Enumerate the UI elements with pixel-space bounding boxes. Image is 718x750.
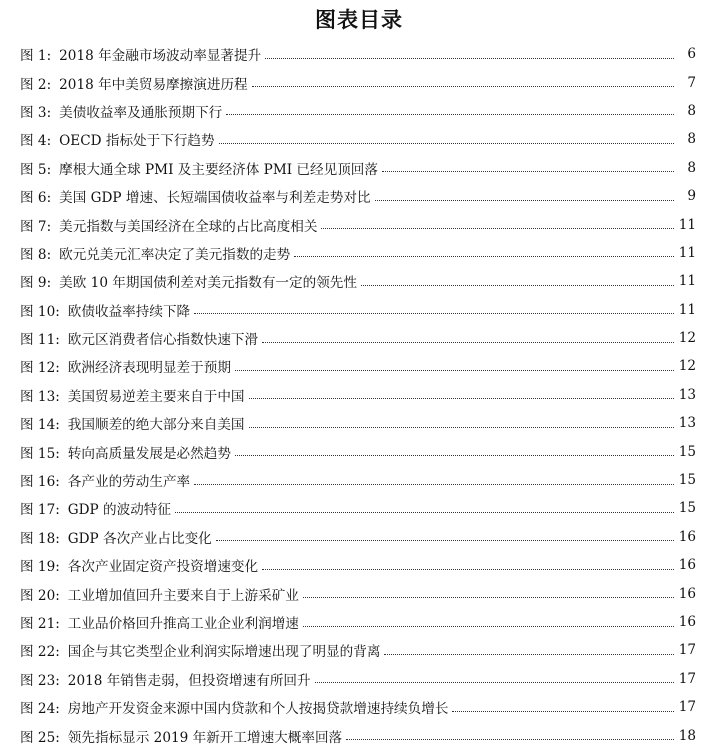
page-number: 16 <box>678 614 696 630</box>
figure-label: 图 5: <box>20 161 52 178</box>
figure-label: 图 13: <box>20 388 60 405</box>
figure-title: 工业增加值回升主要来自于上游采矿业 <box>67 587 299 604</box>
figure-title: 美债收益率及通胀预期下行 <box>59 104 223 121</box>
toc-entry[interactable] <box>20 693 696 721</box>
figure-title: 美国贸易逆差主要来自于中国 <box>67 388 245 405</box>
toc-entry[interactable] <box>20 636 696 664</box>
toc-entry[interactable] <box>20 579 696 607</box>
figure-label: 图 7: <box>20 218 52 235</box>
toc-entry[interactable] <box>20 154 696 182</box>
figure-label: 图 25: <box>20 729 60 746</box>
page-number: 18 <box>678 727 696 744</box>
toc-entry[interactable] <box>20 665 696 693</box>
figure-list <box>20 40 696 750</box>
dot-leader <box>252 86 674 87</box>
figure-title: 各次产业固定资产投资增速变化 <box>67 559 259 576</box>
page-number: 11 <box>678 216 696 233</box>
dot-leader <box>384 654 674 655</box>
page-number: 12 <box>678 358 696 375</box>
figure-title: 房地产开发资金来源中国内贷款和个人按揭贷款增速持续负增长 <box>67 701 449 718</box>
figure-label: 图 4: <box>20 133 52 150</box>
figure-title: 2018 年中美贸易摩擦演进历程 <box>59 76 248 93</box>
figure-label: 图 14: <box>20 417 60 434</box>
dot-leader <box>265 58 674 59</box>
dot-leader <box>321 228 674 229</box>
page-number: 11 <box>678 301 696 318</box>
figure-label: 图 24: <box>20 701 60 718</box>
page-number: 12 <box>678 330 696 347</box>
figure-title: 2018 年销售走弱，但投资增速有所回升 <box>67 672 311 689</box>
dot-leader <box>249 427 674 428</box>
page-number: 17 <box>678 642 696 659</box>
page-number: 9 <box>687 188 696 205</box>
page-number: 15 <box>678 500 696 517</box>
page-number: 16 <box>678 585 696 602</box>
figure-title: 我国顺差的绝大部分来自美国 <box>67 417 245 434</box>
page-number: 11 <box>678 244 696 261</box>
toc-entry[interactable] <box>20 381 696 409</box>
dot-leader <box>262 342 674 343</box>
page-number: 17 <box>678 699 696 716</box>
figure-title: 各产业的劳动生产率 <box>67 474 191 491</box>
dot-leader <box>315 682 674 683</box>
figure-title: 美国 GDP 增速、长短端国债收益率与利差走势对比 <box>59 190 371 207</box>
figure-title: 摩根大通全球 PMI 及主要经济体 PMI 已经见顶回落 <box>59 161 378 178</box>
page-number: 16 <box>678 528 696 545</box>
figure-title: 欧债收益率持续下降 <box>67 303 191 320</box>
figure-title: 欧元兑美元汇率决定了美元指数的走势 <box>59 246 291 263</box>
dot-leader <box>303 597 674 598</box>
figure-label: 图 19: <box>20 559 60 576</box>
toc-entry[interactable] <box>20 437 696 465</box>
figure-label: 图 1: <box>20 48 52 65</box>
toc-entry[interactable] <box>20 551 696 579</box>
page-number: 7 <box>687 74 696 91</box>
toc-entry[interactable] <box>20 494 696 522</box>
page-number: 6 <box>687 46 696 63</box>
figure-title: 工业品价格回升推高工业企业利润增速 <box>67 616 299 632</box>
page-number: 15 <box>678 443 696 460</box>
figure-title: 转向高质量发展是必然趋势 <box>67 445 231 462</box>
figure-label: 图 20: <box>20 587 60 604</box>
toc-entry[interactable] <box>20 296 696 324</box>
figure-title: GDP 各次产业占比变化 <box>67 530 212 547</box>
figure-label: 图 10: <box>20 303 60 320</box>
figure-label: 图 17: <box>20 502 60 519</box>
page-number: 8 <box>687 131 696 148</box>
page-number: 8 <box>687 159 696 176</box>
dot-leader <box>294 256 674 257</box>
figure-label: 图 12: <box>20 360 60 377</box>
figure-label: 图 6: <box>20 190 52 207</box>
page-number: 13 <box>678 386 696 403</box>
dot-leader <box>226 114 674 115</box>
figure-title: GDP 的波动特征 <box>67 502 171 519</box>
toc-entry[interactable] <box>20 721 696 749</box>
figure-label: 图 23: <box>20 672 60 689</box>
dot-leader <box>235 370 674 371</box>
dot-leader <box>361 285 674 286</box>
page-number: 15 <box>678 472 696 489</box>
figure-label: 图 11: <box>20 332 60 349</box>
dot-leader <box>303 626 674 627</box>
page-number: 16 <box>678 557 696 574</box>
figure-label: 图 18: <box>20 530 60 547</box>
figure-label: 图 2: <box>20 76 52 93</box>
figure-title: 欧洲经济表现明显差于预期 <box>67 360 231 377</box>
dot-leader <box>194 484 674 485</box>
figure-label: 图 9: <box>20 275 52 292</box>
page-number: 13 <box>678 415 696 432</box>
dot-leader <box>452 711 674 712</box>
toc-entry[interactable] <box>20 68 696 96</box>
figure-title: 美元指数与美国经济在全球的占比高度相关 <box>59 218 318 235</box>
figure-label: 图 22: <box>20 644 60 661</box>
dot-leader <box>346 739 674 740</box>
dot-leader <box>262 569 674 570</box>
figure-label: 图 21: <box>20 616 60 632</box>
toc-entry[interactable] <box>20 125 696 153</box>
figure-title: OECD 指标处于下行趋势 <box>59 133 215 150</box>
figure-title: 欧元区消费者信心指数快速下滑 <box>67 332 259 349</box>
figure-title: 美欧 10 年期国债利差对美元指数有一定的领先性 <box>59 275 357 292</box>
figure-title: 国企与其它类型企业利润实际增速出现了明显的背离 <box>67 644 381 661</box>
dot-leader <box>375 200 674 201</box>
figure-title: 领先指标显示 2019 年新开工增速大概率回落 <box>67 729 343 746</box>
toc-entry[interactable] <box>20 40 696 68</box>
dot-leader <box>194 313 674 314</box>
dot-leader <box>216 540 674 541</box>
toc-entry[interactable] <box>20 97 696 125</box>
toc-entry[interactable] <box>20 239 696 267</box>
toc-entry[interactable] <box>20 267 696 295</box>
toc-entry[interactable] <box>20 324 696 352</box>
toc-entry[interactable] <box>20 608 696 636</box>
dot-leader <box>175 512 674 513</box>
toc-entry[interactable] <box>20 210 696 238</box>
toc-entry[interactable] <box>20 466 696 494</box>
dot-leader <box>382 171 674 172</box>
toc-entry[interactable] <box>20 409 696 437</box>
page-number: 17 <box>678 670 696 687</box>
figure-label: 图 16: <box>20 474 60 491</box>
figure-title: 2018 年金融市场波动率显著提升 <box>59 48 262 65</box>
figure-label: 图 8: <box>20 246 52 263</box>
toc-entry[interactable] <box>20 352 696 380</box>
page-number: 8 <box>687 102 696 119</box>
page-number: 11 <box>678 273 696 290</box>
toc-title: 图表目录 <box>315 7 403 32</box>
figure-label: 图 3: <box>20 104 52 121</box>
dot-leader <box>249 398 674 399</box>
dot-leader <box>219 143 674 144</box>
toc-entry[interactable] <box>20 182 696 210</box>
figure-label: 图 15: <box>20 445 60 462</box>
toc-entry[interactable] <box>20 523 696 551</box>
dot-leader <box>235 455 674 456</box>
